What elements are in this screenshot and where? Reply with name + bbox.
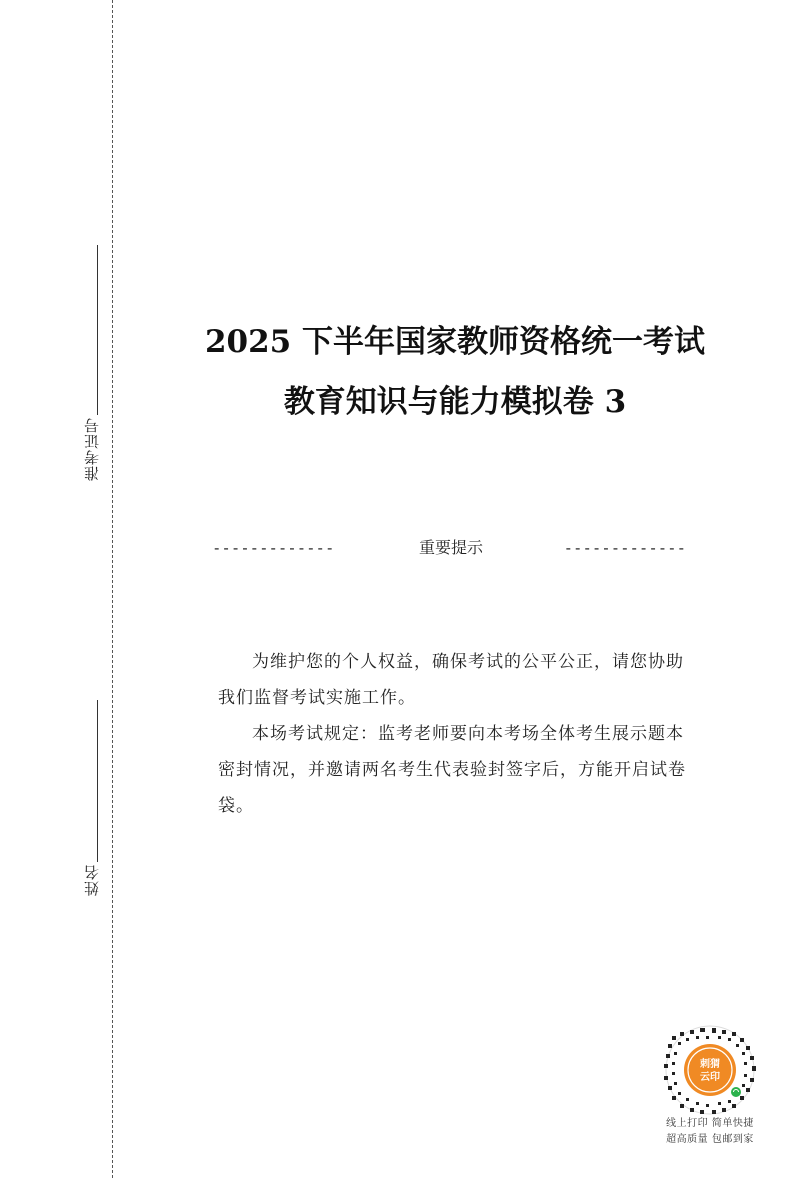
- notice-body: [218, 644, 700, 824]
- exam-title: 2025 下半年国家教师资格统一考试: [204, 324, 706, 360]
- qr-caption-line2: 超高质量 包邮到家: [666, 1134, 754, 1145]
- notice-dashes-right: -------------: [565, 539, 688, 557]
- binding-cut-line: [112, 0, 113, 1178]
- notice-paragraph: 为维护您的个人权益，确保考试的公平公正，请您协助我们监督考试实施工作。: [218, 652, 684, 708]
- notice-heading: 重要提示: [418, 538, 483, 557]
- name-label: 姓名: [83, 864, 101, 896]
- name-field: [80, 700, 104, 905]
- exam-id-field: [80, 245, 104, 485]
- exam-subtitle: 教育知识与能力模拟卷 3: [283, 384, 627, 420]
- notice-dashes-left: -------------: [214, 539, 337, 557]
- qr-caption-line1: 线上打印 简单快捷: [666, 1118, 754, 1129]
- qr-logo-text-1: 刺猬: [700, 1059, 720, 1070]
- name-underline: [97, 700, 98, 862]
- notice-heading-row: [214, 536, 688, 560]
- exam-id-underline: [97, 245, 98, 415]
- qr-logo-text-2: 云印: [700, 1072, 720, 1083]
- exam-id-label: 准考证号: [83, 417, 101, 481]
- qr-badge: [660, 1024, 760, 1154]
- qr-code-icon: [660, 1024, 760, 1116]
- notice-paragraph: 本场考试规定：监考老师要向本考场全体考生展示题本密封情况，并邀请两名考生代表验封签字后，方能开启试卷袋。: [218, 724, 686, 816]
